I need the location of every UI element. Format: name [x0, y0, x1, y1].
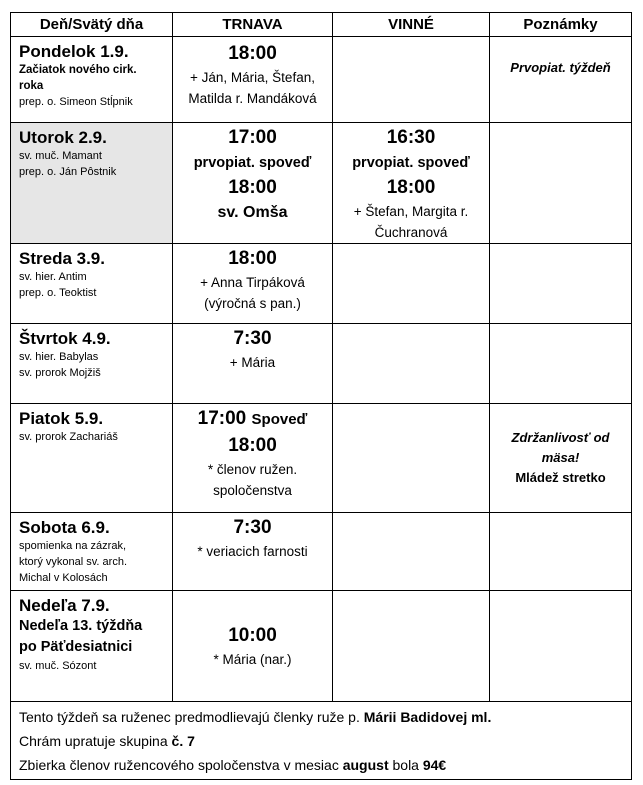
- schedule-table: [10, 12, 632, 780]
- confession-label: prvopiat. spoveď: [352, 155, 470, 171]
- day-title: Nedeľa 7.9.: [19, 596, 110, 615]
- trnava-cell: [173, 324, 333, 404]
- confession-label: Spoveď: [251, 411, 308, 428]
- mass-time: 17:00: [197, 408, 247, 429]
- saint-line: prep. o. Ján Pôstnik: [19, 166, 117, 178]
- table-row: [11, 324, 632, 404]
- note-cell: [490, 404, 632, 513]
- mass-intention: + Štefan, Margita r. Čuchranová: [353, 204, 469, 240]
- mass-time: 7:30: [233, 328, 272, 349]
- mass-intention: * veriacich farnosti: [197, 544, 308, 559]
- mass-time: 18:00: [228, 435, 277, 456]
- note-cell: [490, 123, 632, 244]
- table-row: [11, 404, 632, 513]
- mass-time: 7:30: [233, 517, 272, 538]
- note-text: Zdržanlivosť od mäsa!: [511, 430, 610, 465]
- trnava-cell: [173, 244, 333, 324]
- note-cell: [490, 513, 632, 591]
- mass-time: 17:00: [228, 127, 277, 148]
- footer-line-collection: [11, 753, 631, 777]
- confession-label: prvopiat. spoveď: [193, 155, 312, 171]
- vinne-cell: [333, 37, 490, 123]
- note-text: Mládež stretko: [515, 470, 606, 485]
- day-title: Sobota 6.9.: [19, 518, 110, 537]
- header-notes: Poznámky: [490, 13, 632, 37]
- mass-time: 18:00: [386, 177, 436, 198]
- vinne-cell: [333, 123, 490, 244]
- footer-text: Chrám upratuje skupina: [19, 732, 172, 749]
- day-title: Piatok 5.9.: [19, 409, 104, 428]
- table-row: [11, 591, 632, 702]
- day-title: Utorok 2.9.: [19, 128, 107, 147]
- footer-line-cleaning: [11, 729, 631, 753]
- saint-line: prep. o. Teoktist: [19, 287, 97, 299]
- vinne-cell: [333, 324, 490, 404]
- mass-intention: + Mária: [229, 355, 276, 370]
- footer-cell: [11, 702, 632, 780]
- mass-time: 18:00: [228, 248, 277, 269]
- saint-line: sv. hier. Antim: [19, 271, 87, 283]
- header-day: Deň/Svätý dňa: [11, 13, 173, 37]
- day-title: Štvrtok 4.9.: [19, 329, 111, 348]
- trnava-cell: [173, 37, 333, 123]
- day-title: Streda 3.9.: [19, 249, 105, 268]
- saint-line: sv. muč. Sózont: [19, 660, 97, 672]
- mass-intention: * Mária (nar.): [213, 651, 292, 667]
- footer-name: Márii Badidovej ml.: [363, 708, 492, 725]
- saint-line: spomienka na zázrak, ktorý vykonal sv. arch. Michal v Kolosách: [19, 540, 127, 584]
- note-cell: [490, 244, 632, 324]
- note-cell: [490, 324, 632, 404]
- header-vinne: VINNÉ: [333, 13, 490, 37]
- mass-time: 16:30: [386, 127, 436, 148]
- saint-line: prep. o. Simeon Stĺpnik: [19, 96, 133, 108]
- vinne-cell: [333, 513, 490, 591]
- saint-line: sv. hier. Babylas: [19, 351, 99, 363]
- mass-label: sv. Omša: [217, 204, 288, 221]
- mass-time: 18:00: [228, 43, 277, 64]
- vinne-cell: [333, 244, 490, 324]
- day-cell: [11, 37, 173, 123]
- footer-group: č. 7: [171, 732, 195, 749]
- day-cell: [11, 244, 173, 324]
- table-row: [11, 513, 632, 591]
- saint-line: sv. prorok Mojžiš: [19, 367, 101, 379]
- note-cell: [490, 37, 632, 123]
- footer-month: august: [342, 756, 389, 773]
- day-subtitle: Začiatok nového cirk. roka: [19, 64, 137, 92]
- day-title: Pondelok 1.9.: [19, 42, 129, 61]
- table-row: [11, 37, 632, 123]
- mass-time: 10:00: [228, 624, 277, 646]
- saint-line: sv. prorok Zachariáš: [19, 431, 118, 443]
- footer-line-rosary: [11, 705, 631, 729]
- mass-intention: + Anna Tirpáková (výročná s pan.): [200, 275, 305, 311]
- trnava-cell: [173, 123, 333, 244]
- trnava-cell: [173, 404, 333, 513]
- day-cell: [11, 324, 173, 404]
- table-row: [11, 244, 632, 324]
- confession-time: [173, 406, 332, 433]
- header-row: [11, 13, 632, 37]
- saint-line: sv. muč. Mamant: [19, 150, 102, 162]
- footer-text: Zbierka členov ružencového spoločenstva v mesiac: [19, 756, 343, 773]
- footer-text: Tento týždeň sa ruženec predmodlievajú členky ruže p.: [19, 708, 364, 725]
- day-subtitle: Nedeľa 13. týždňa po Päťdesiatnici: [19, 618, 143, 655]
- vinne-cell: [333, 404, 490, 513]
- footer-text: bola: [388, 756, 423, 773]
- mass-intention: * členov ružen. spoločenstva: [207, 462, 298, 498]
- note-cell: [490, 591, 632, 702]
- note-text: Prvopiat. týždeň: [510, 59, 611, 75]
- day-cell: [11, 513, 173, 591]
- day-cell: [11, 591, 173, 702]
- day-cell: [11, 404, 173, 513]
- vinne-cell: [333, 591, 490, 702]
- mass-time: 18:00: [228, 177, 277, 198]
- table-row: [11, 123, 632, 244]
- trnava-cell: [173, 513, 333, 591]
- footer-row: [11, 702, 632, 780]
- mass-intention: + Ján, Mária, Štefan, Matilda r. Mandáková: [188, 70, 317, 106]
- footer-amount: 94€: [422, 756, 447, 773]
- header-trnava: TRNAVA: [173, 13, 333, 37]
- trnava-cell: [173, 591, 333, 702]
- day-cell: [11, 123, 173, 244]
